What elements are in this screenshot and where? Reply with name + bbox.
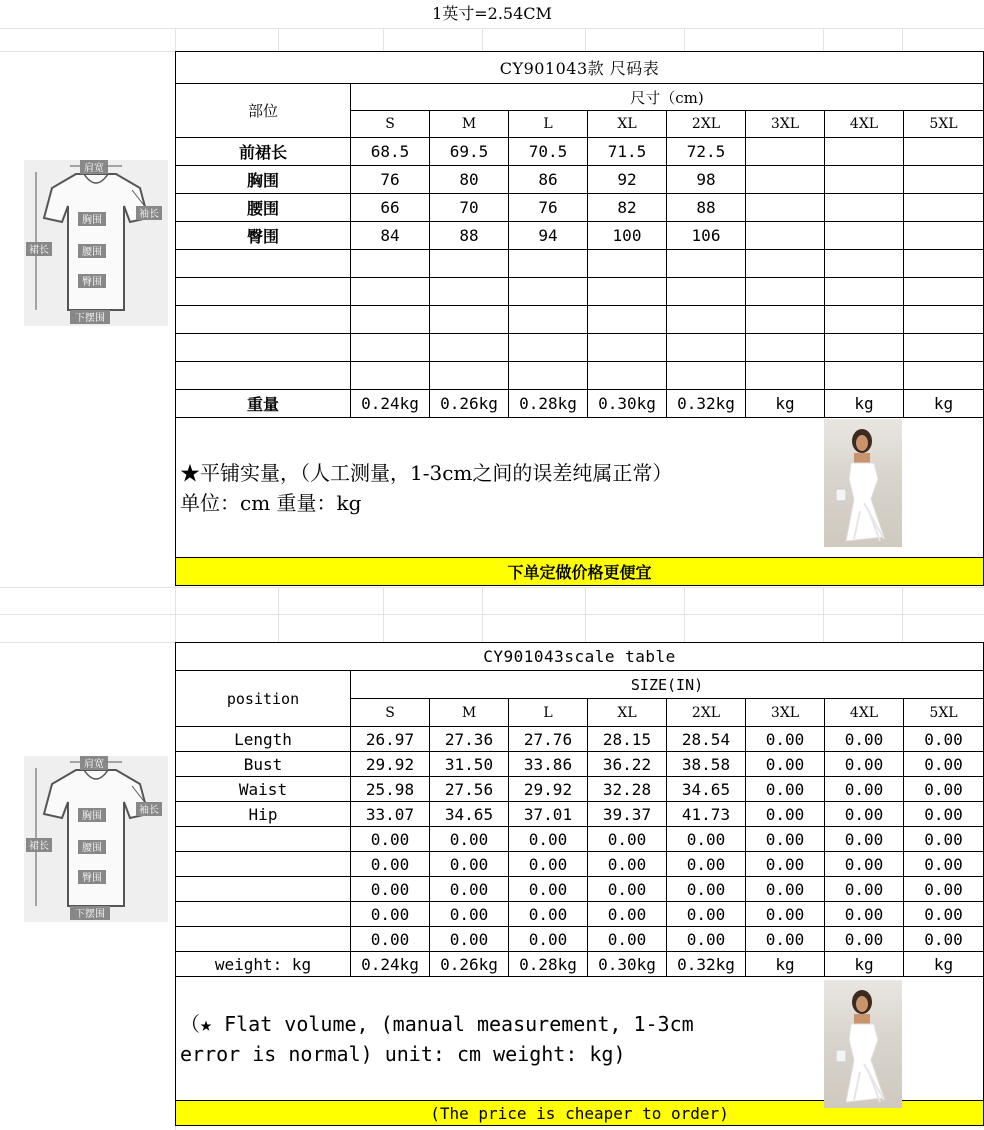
weight-label: 重量 bbox=[176, 390, 351, 418]
table-row bbox=[176, 902, 984, 927]
cell-value: 80 bbox=[430, 166, 509, 194]
cell-value: 0.00 bbox=[904, 852, 984, 877]
cell-value: 0.00 bbox=[430, 877, 509, 902]
measurement-diagram bbox=[24, 160, 168, 326]
cell-value: 0.00 bbox=[351, 927, 430, 952]
cell-value bbox=[904, 194, 984, 222]
cell-value: 0.00 bbox=[746, 777, 825, 802]
weight-value: kg bbox=[746, 952, 825, 977]
cell-value: 72.5 bbox=[667, 138, 746, 166]
cell-value: 0.00 bbox=[904, 727, 984, 752]
en-table-title: CY901043scale table bbox=[176, 643, 984, 671]
diagram-label-length: 裙长 bbox=[29, 245, 49, 256]
cell-value: 0.00 bbox=[509, 852, 588, 877]
table-row-empty bbox=[176, 306, 984, 334]
row-label: 前裙长 bbox=[176, 138, 351, 166]
cell-value: 0.00 bbox=[746, 727, 825, 752]
cell-value: 0.00 bbox=[667, 877, 746, 902]
row-label bbox=[176, 902, 351, 927]
product-photo bbox=[824, 419, 902, 547]
cell-value bbox=[825, 166, 904, 194]
row-label bbox=[176, 827, 351, 852]
cell-value: 0.00 bbox=[351, 877, 430, 902]
cell-value: 0.00 bbox=[825, 777, 904, 802]
weight-value: 0.28kg bbox=[509, 952, 588, 977]
table-row bbox=[176, 138, 984, 166]
cell-value: 0.00 bbox=[351, 827, 430, 852]
cell-value: 29.92 bbox=[509, 777, 588, 802]
dress-outline-diagram bbox=[24, 756, 168, 922]
cell-value bbox=[746, 166, 825, 194]
size-label: M bbox=[430, 699, 509, 727]
weight-value: 0.30kg bbox=[588, 390, 667, 418]
model-dress-illustration bbox=[824, 419, 902, 547]
cell-value: 100 bbox=[588, 222, 667, 250]
diagram-label-hem: 下摆围 bbox=[75, 313, 105, 324]
note-line-2: 单位：cm 重量：kg bbox=[180, 490, 362, 515]
cell-value bbox=[825, 222, 904, 250]
size-label: XL bbox=[588, 111, 667, 138]
table-row bbox=[176, 877, 984, 902]
cell-value bbox=[904, 138, 984, 166]
row-label: Hip bbox=[176, 802, 351, 827]
size-label: 2XL bbox=[667, 111, 746, 138]
cell-value: 27.56 bbox=[430, 777, 509, 802]
weight-value: 0.32kg bbox=[667, 390, 746, 418]
cell-value: 0.00 bbox=[825, 827, 904, 852]
cell-value: 34.65 bbox=[430, 802, 509, 827]
diagram-label-waist: 腰围 bbox=[82, 247, 102, 258]
diagram-label-shoulder: 肩宽 bbox=[84, 759, 104, 770]
weight-row bbox=[176, 952, 984, 977]
cell-value: 27.76 bbox=[509, 727, 588, 752]
cell-value: 0.00 bbox=[667, 902, 746, 927]
cell-value: 86 bbox=[509, 166, 588, 194]
diagram-label-sleeve: 袖长 bbox=[139, 805, 159, 816]
weight-value: kg bbox=[904, 952, 984, 977]
cell-value: 0.00 bbox=[509, 902, 588, 927]
table-row bbox=[176, 852, 984, 877]
cell-value: 0.00 bbox=[825, 877, 904, 902]
cell-value bbox=[825, 138, 904, 166]
weight-value: kg bbox=[825, 952, 904, 977]
conversion-note: 1英寸=2.54CM bbox=[432, 4, 552, 23]
cell-value: 32.28 bbox=[588, 777, 667, 802]
weight-value: 0.26kg bbox=[430, 390, 509, 418]
size-label: M bbox=[430, 111, 509, 138]
weight-value: kg bbox=[825, 390, 904, 418]
cell-value: 39.37 bbox=[588, 802, 667, 827]
en-size-header: SIZE(IN) bbox=[351, 671, 984, 699]
cell-value: 0.00 bbox=[588, 902, 667, 927]
size-label: L bbox=[509, 111, 588, 138]
cell-value: 0.00 bbox=[667, 927, 746, 952]
cell-value: 0.00 bbox=[904, 902, 984, 927]
weight-value: 0.26kg bbox=[430, 952, 509, 977]
cell-value: 0.00 bbox=[746, 852, 825, 877]
dress-outline-diagram bbox=[24, 160, 168, 326]
cell-value bbox=[746, 138, 825, 166]
cell-value: 37.01 bbox=[509, 802, 588, 827]
table-row bbox=[176, 166, 984, 194]
cell-value: 0.00 bbox=[667, 827, 746, 852]
diagram-label-length: 裙长 bbox=[29, 841, 49, 852]
cell-value: 0.00 bbox=[904, 802, 984, 827]
cell-value: 27.36 bbox=[430, 727, 509, 752]
cell-value: 33.86 bbox=[509, 752, 588, 777]
row-label: Bust bbox=[176, 752, 351, 777]
table-row bbox=[176, 927, 984, 952]
table-row bbox=[176, 802, 984, 827]
size-label: 3XL bbox=[746, 111, 825, 138]
weight-value: 0.28kg bbox=[509, 390, 588, 418]
model-dress-illustration bbox=[824, 980, 902, 1108]
footer-banner: (The price is cheaper to order) bbox=[176, 1101, 984, 1126]
row-label: Waist bbox=[176, 777, 351, 802]
cell-value: 0.00 bbox=[904, 877, 984, 902]
diagram-label-hem: 下摆围 bbox=[75, 909, 105, 920]
diagram-label-chest: 胸围 bbox=[82, 215, 102, 226]
size-label: 2XL bbox=[667, 699, 746, 727]
size-label: 5XL bbox=[904, 111, 984, 138]
table-row bbox=[176, 727, 984, 752]
cell-value: 71.5 bbox=[588, 138, 667, 166]
weight-value: 0.32kg bbox=[667, 952, 746, 977]
cell-value: 70 bbox=[430, 194, 509, 222]
cell-value: 88 bbox=[430, 222, 509, 250]
cell-value: 34.65 bbox=[667, 777, 746, 802]
diagram-label-waist: 腰围 bbox=[82, 843, 102, 854]
cell-value: 0.00 bbox=[904, 827, 984, 852]
weight-row bbox=[176, 390, 984, 418]
note-line-2: error is normal) unit: cm weight: kg) bbox=[180, 1041, 626, 1066]
weight-value: 0.30kg bbox=[588, 952, 667, 977]
weight-value: kg bbox=[746, 390, 825, 418]
table-row bbox=[176, 777, 984, 802]
cell-value: 92 bbox=[588, 166, 667, 194]
cell-value: 0.00 bbox=[904, 927, 984, 952]
diagram-label-hip: 臀围 bbox=[82, 873, 102, 884]
cell-value: 94 bbox=[509, 222, 588, 250]
cell-value: 41.73 bbox=[667, 802, 746, 827]
cell-value: 33.07 bbox=[351, 802, 430, 827]
cell-value: 0.00 bbox=[430, 852, 509, 877]
size-label: 4XL bbox=[825, 111, 904, 138]
cell-value: 66 bbox=[351, 194, 430, 222]
cell-value: 28.15 bbox=[588, 727, 667, 752]
product-photo bbox=[824, 980, 902, 1108]
cell-value: 0.00 bbox=[825, 927, 904, 952]
note-line-1: ★平铺实量，（人工测量，1-3cm之间的误差纯属正常） bbox=[180, 460, 673, 485]
en-part-header: position bbox=[176, 671, 351, 727]
cn-size-header: 尺寸（cm) bbox=[351, 84, 984, 111]
weight-value: 0.24kg bbox=[351, 952, 430, 977]
cell-value: 0.00 bbox=[904, 777, 984, 802]
cell-value: 0.00 bbox=[825, 727, 904, 752]
cell-value: 29.92 bbox=[351, 752, 430, 777]
size-label: L bbox=[509, 699, 588, 727]
row-label: 腰围 bbox=[176, 194, 351, 222]
cell-value: 106 bbox=[667, 222, 746, 250]
cell-value: 0.00 bbox=[430, 827, 509, 852]
row-label bbox=[176, 877, 351, 902]
diagram-label-shoulder: 肩宽 bbox=[84, 163, 104, 174]
cell-value: 0.00 bbox=[746, 927, 825, 952]
cell-value: 0.00 bbox=[746, 877, 825, 902]
cell-value bbox=[746, 194, 825, 222]
cell-value bbox=[904, 166, 984, 194]
row-label: Length bbox=[176, 727, 351, 752]
cell-value: 31.50 bbox=[430, 752, 509, 777]
cell-value: 36.22 bbox=[588, 752, 667, 777]
cell-value: 0.00 bbox=[509, 927, 588, 952]
cell-value: 0.00 bbox=[746, 827, 825, 852]
size-label: S bbox=[351, 111, 430, 138]
cn-table-title: CY901043款 尺码表 bbox=[176, 52, 984, 84]
diagram-label-chest: 胸围 bbox=[82, 811, 102, 822]
weight-value: kg bbox=[904, 390, 984, 418]
cell-value: 0.00 bbox=[746, 902, 825, 927]
weight-label: weight: kg bbox=[176, 952, 351, 977]
table-row bbox=[176, 827, 984, 852]
cell-value: 0.00 bbox=[825, 752, 904, 777]
cell-value: 25.98 bbox=[351, 777, 430, 802]
cell-value bbox=[904, 222, 984, 250]
diagram-label-sleeve: 袖长 bbox=[139, 209, 159, 220]
cell-value bbox=[746, 222, 825, 250]
table-row-empty bbox=[176, 278, 984, 306]
cell-value: 0.00 bbox=[667, 852, 746, 877]
cell-value: 82 bbox=[588, 194, 667, 222]
cell-value: 76 bbox=[351, 166, 430, 194]
cell-value: 0.00 bbox=[746, 802, 825, 827]
cell-value: 0.00 bbox=[509, 827, 588, 852]
table-row-empty bbox=[176, 334, 984, 362]
cell-value: 0.00 bbox=[588, 877, 667, 902]
size-label: 4XL bbox=[825, 699, 904, 727]
weight-value: 0.24kg bbox=[351, 390, 430, 418]
size-label: 5XL bbox=[904, 699, 984, 727]
cell-value: 0.00 bbox=[351, 902, 430, 927]
size-label: XL bbox=[588, 699, 667, 727]
cell-value: 0.00 bbox=[509, 877, 588, 902]
table-row bbox=[176, 752, 984, 777]
cell-value: 0.00 bbox=[746, 752, 825, 777]
cell-value: 0.00 bbox=[825, 802, 904, 827]
cell-value: 0.00 bbox=[825, 852, 904, 877]
table-row-empty bbox=[176, 250, 984, 278]
cell-value: 69.5 bbox=[430, 138, 509, 166]
cell-value: 70.5 bbox=[509, 138, 588, 166]
cell-value: 26.97 bbox=[351, 727, 430, 752]
row-label: 胸围 bbox=[176, 166, 351, 194]
size-label: S bbox=[351, 699, 430, 727]
cell-value: 98 bbox=[667, 166, 746, 194]
footer-banner: 下单定做价格更便宜 bbox=[176, 558, 984, 586]
cell-value bbox=[825, 194, 904, 222]
row-label bbox=[176, 927, 351, 952]
cell-value: 76 bbox=[509, 194, 588, 222]
cell-value: 0.00 bbox=[430, 927, 509, 952]
cell-value: 28.54 bbox=[667, 727, 746, 752]
table-row-empty bbox=[176, 362, 984, 390]
cell-value: 0.00 bbox=[825, 902, 904, 927]
diagram-label-hip: 臀围 bbox=[82, 277, 102, 288]
cell-value: 0.00 bbox=[588, 927, 667, 952]
measurement-diagram bbox=[24, 756, 168, 922]
cell-value: 0.00 bbox=[588, 827, 667, 852]
cn-part-header: 部位 bbox=[176, 84, 351, 138]
size-label: 3XL bbox=[746, 699, 825, 727]
table-row bbox=[176, 222, 984, 250]
table-row bbox=[176, 194, 984, 222]
cell-value: 0.00 bbox=[904, 752, 984, 777]
cell-value: 0.00 bbox=[430, 902, 509, 927]
cell-value: 84 bbox=[351, 222, 430, 250]
cell-value: 0.00 bbox=[588, 852, 667, 877]
cell-value: 68.5 bbox=[351, 138, 430, 166]
row-label bbox=[176, 852, 351, 877]
cell-value: 0.00 bbox=[351, 852, 430, 877]
cell-value: 88 bbox=[667, 194, 746, 222]
cell-value: 38.58 bbox=[667, 752, 746, 777]
row-label: 臀围 bbox=[176, 222, 351, 250]
note-line-1: （★ Flat volume, (manual measurement, 1-3cm bbox=[180, 1011, 694, 1036]
